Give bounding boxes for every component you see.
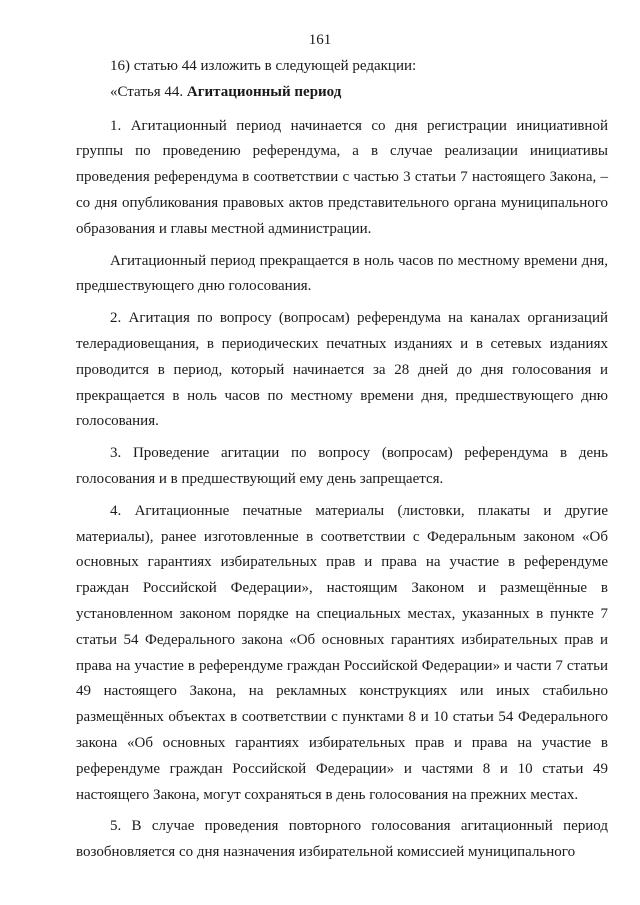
paragraph-5: 5. В случае проведения повторного голосования агитационный период возобновляется со дня назначения избирательной комиссией муниципального xyxy=(76,818,608,861)
article-prefix: «Статья 44. xyxy=(110,83,187,100)
article-heading xyxy=(76,80,608,106)
paragraph-2: 2. Агитация по вопросу (вопросам) референдума на каналах организаций телерадиовещания, в периодических печатных изданиях и в сетевых изданиях проводится в период, который начинается за 28 дней до дня голосования и прекращается в ноль часов по местному времени дня, предшествующего дню голосования. xyxy=(76,310,608,430)
paragraph-1: 1. Агитационный период начинается со дня регистрации инициативной группы по проведению референдума, а в случае реализации инициативы проведения референдума в соответствии с частью 3 статьи 7 настоящего Закона, – со дня опубликования правовых актов представительного органа муниципального образования и главы местной администрации. xyxy=(76,117,608,237)
document-body xyxy=(76,54,608,866)
amendment-intro: 16) статью 44 изложить в следующей редакции: xyxy=(110,58,417,74)
paragraph-4: 4. Агитационные печатные материалы (листовки, плакаты и другие материалы), ранее изготовленные в соответствии с Федеральным законом «Об основных гарантиях избирательных прав и права на участие в референдуме граждан Российской Федерации», настоящим Законом и размещённые в установленном законом порядке на специальных местах, указанных в пункте 7 статьи 54 Федерального закона «Об основных гарантиях избирательных прав и права на участие в референдуме граждан Российской Федерации» и части 7 статьи 49 настоящего Закона, на рекламных конструкциях или иных стабильно размещённых объектах в соответствии с пунктами 8 и 10 статьи 54 Федерального закона «Об основных гарантиях избирательных прав и права на участие в референдуме граждан Российской Федерации» и частями 8 и 10 статьи 49 настоящего Закона, могут сохраняться в день голосования на прежних местах. xyxy=(76,502,608,803)
article-title: Агитационный период xyxy=(186,83,342,100)
paragraph-3: 3. Проведение агитации по вопросу (вопросам) референдума в день голосования и в предшествующий ему день запрещается. xyxy=(76,445,608,487)
paragraph-1-continued: Агитационный период прекращается в ноль часов по местному времени дня, предшествующего дню голосования. xyxy=(76,252,608,295)
page-number: 161 xyxy=(308,32,332,48)
